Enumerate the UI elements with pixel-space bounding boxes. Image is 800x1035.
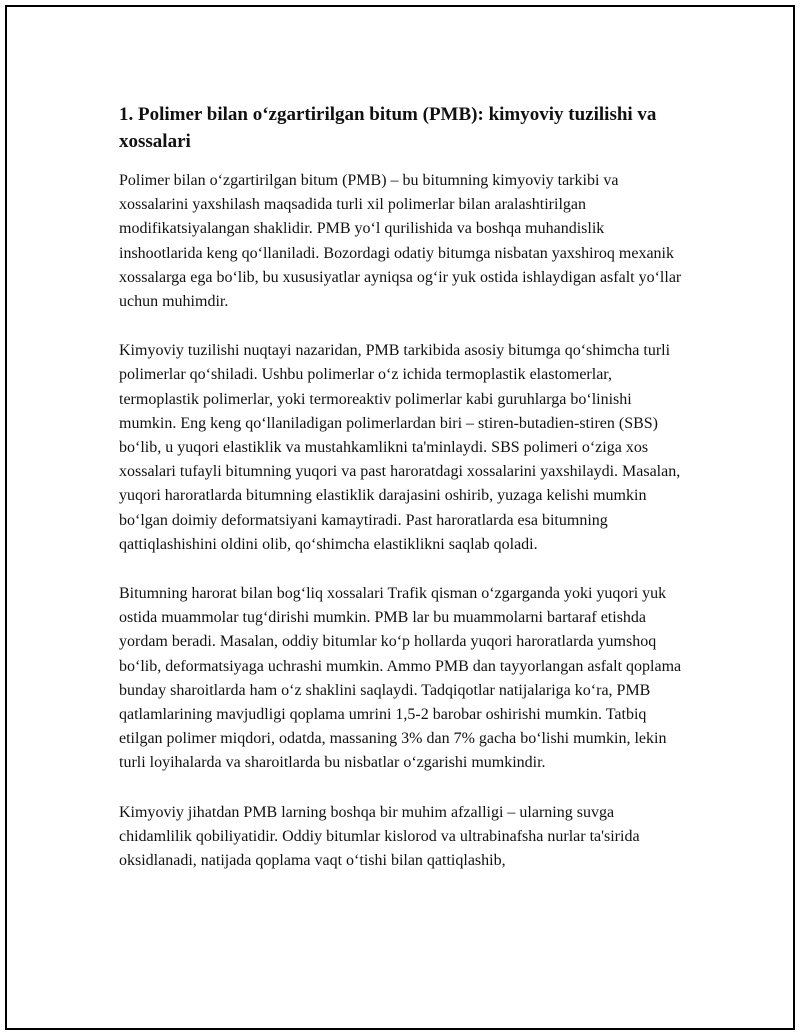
paragraph-intro: Polimer bilan o‘zgartirilgan bitum (PMB) – bu bitumning kimyoviy tarkibi va xossalarini yaxshilash maqsadida turli xil polimerlar bilan aralashtirilgan modifikatsiyalangan shaklidir. PMB yo‘l qurilishida va boshqa muhandislik inshootlarida keng qo‘llaniladi. Bozordagi odatiy bitumga nisbatan yaxshiroq mexanik xossalarga ega bo‘lib, bu xususiyatlar ayniqsa og‘ir yuk ostida ishlaydigan asfalt yo‘llar uchun muhimdir. <box>119 172 682 311</box>
paragraph-water-resistance: Kimyoviy jihatdan PMB larning boshqa bir muhim afzalligi – ularning suvga chidamlilik qobiliyatidir. Oddiy bitumlar kislorod va ultrabinafsha nurlar ta'sirida oksidlanadi, natijada qoplama vaqt o‘tishi bilan qattiqlashib, <box>119 803 640 870</box>
document-body <box>119 101 689 898</box>
section-heading: 1. Polimer bilan o‘zgartirilgan bitum (PMB): kimyoviy tuzilishi va xossalari <box>119 104 657 152</box>
page-frame <box>5 5 795 1030</box>
paragraph-chemical-structure: Kimyoviy tuzilishi nuqtayi nazaridan, PMB tarkibida asosiy bitumga qo‘shimcha turli polimerlar qo‘shiladi. Ushbu polimerlar o‘z ichida termoplastik elastomerlar, termoplastik polimerlar, yoki termoreaktiv polimerlar kabi guruhlarga bo‘linishi mumkin. Eng keng qo‘llaniladigan polimerlardan biri – stiren-butadien-stiren (SBS) bo‘lib, u yuqori elastiklik va mustahkamlikni ta'minlaydi. SBS polimeri o‘ziga xos xossalari tufayli bitumning yuqori va past haroratdagi xossalarini yaxshilaydi. Masalan, yuqori haroratlarda bitumning elastiklik darajasini oshirib, yuzaga kelishi mumkin bo‘lgan doimiy deformatsiyani kamaytiradi. Past haroratlarda esa bitumning qattiqlashishini oldini olib, qo‘shimcha elastiklikni saqlab qoladi. <box>119 342 681 553</box>
paragraph-temperature-properties: Bitumning harorat bilan bog‘liq xossalari Trafik qisman o‘zgarganda yoki yuqori yuk ostida muammolar tug‘dirishi mumkin. PMB lar bu muammolarni bartaraf etishda yordam beradi. Masalan, oddiy bitumlar ko‘p hollarda yuqori haroratlarda yumshoq bo‘lib, deformatsiyaga uchrashi mumkin. Ammo PMB dan tayyorlangan asfalt qoplama bunday sharoitlarda ham o‘z shaklini saqlaydi. Tadqiqotlar natijalariga ko‘ra, PMB qatlamlarining mavjudligi qoplama umrini 1,5-2 barobar oshirishi mumkin. Tatbiq etilgan polimer miqdori, odatda, massaning 3% dan 7% gacha bo‘lishi mumkin, lekin turli loyihalarda va sharoitlarda bu nisbatlar o‘zgarishi mumkindir. <box>119 585 682 772</box>
